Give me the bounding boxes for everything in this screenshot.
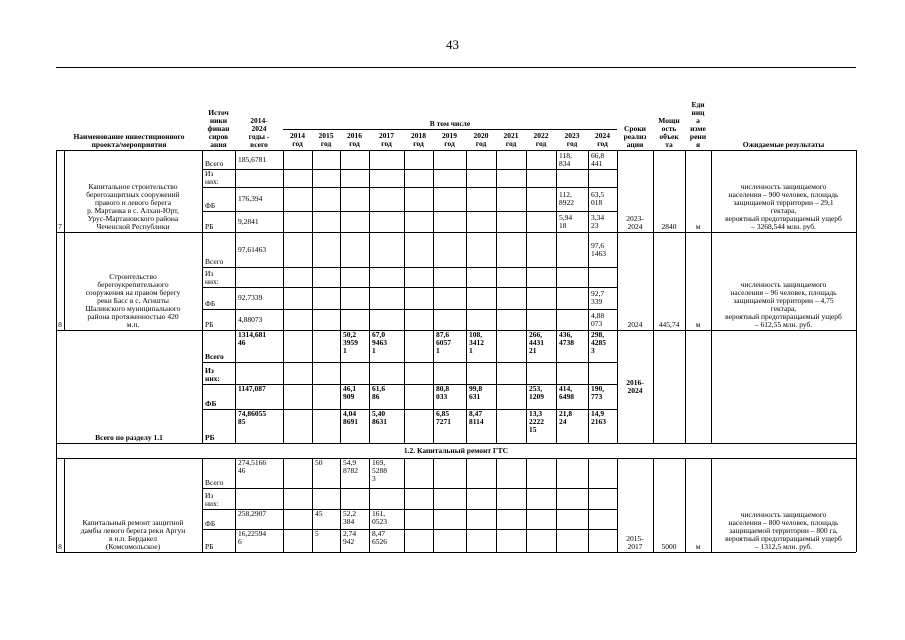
column-rule <box>526 458 527 552</box>
column-rule <box>433 458 434 552</box>
row-number: 8 <box>58 542 62 551</box>
year-cell-2024: 97,6 1463 <box>591 240 606 258</box>
source-cell: РБ <box>205 320 214 329</box>
column-rule <box>856 443 857 458</box>
page-number: 43 <box>446 37 459 52</box>
total-cell: 1147,087 <box>238 385 266 393</box>
year-cell-2024: 63,5 018 <box>591 190 605 207</box>
source-cell: РБ <box>205 542 214 551</box>
source-cell: ФБ <box>205 299 216 308</box>
column-rule <box>466 458 467 552</box>
column-rule <box>526 150 527 232</box>
year-cell-2020: 99,8 631 <box>469 385 483 401</box>
year-cell-2017: 8,47 6526 <box>372 530 387 546</box>
header-year-2017: 2017 год <box>379 130 394 148</box>
source-cell: Из них: <box>205 366 220 383</box>
year-cell-2024: 4,88 073 <box>591 310 605 328</box>
year-cell-2015: 5 <box>315 530 319 538</box>
total-cell: 97,61463 <box>238 244 267 254</box>
column-rule <box>340 150 341 232</box>
project-name: Капитальный ремонт защитной дамбы левого берега реки Аргун в н.п. Бердакел (Комсомольское) <box>80 518 186 551</box>
year-cell-2015: 50 <box>315 459 323 467</box>
header-year-2020: 2020 год <box>473 130 489 148</box>
column-rule <box>369 150 370 232</box>
year-cell-2016: 46,1 909 <box>343 385 357 401</box>
year-cell-2023: 118, 834 <box>559 151 572 168</box>
year-cell-2017: 67,0 9463 1 <box>372 331 387 355</box>
year-cell-2024: 3,34 23 <box>591 212 605 230</box>
column-rule <box>856 330 857 443</box>
column-rule <box>340 232 341 330</box>
sub-row-rule <box>202 488 617 489</box>
column-rule <box>312 150 313 232</box>
column-rule <box>526 232 527 330</box>
year-cell-2016: 52,2 384 <box>343 510 357 526</box>
total-cell: 274,5166 46 <box>238 459 267 475</box>
block-bottom-rule <box>56 552 856 553</box>
year-cell-2019: 80,8 033 <box>436 385 450 401</box>
capacity-cell: 2840 <box>661 222 677 231</box>
source-cell: Из них: <box>205 269 219 286</box>
source-cell: ФБ <box>205 519 216 528</box>
year-cell-2016: 54,9 8782 <box>343 459 358 475</box>
source-cell: Всего <box>205 159 224 168</box>
capacity-cell: 5000 <box>661 542 677 551</box>
year-cell-2017: 169, 5288 3 <box>372 459 387 483</box>
source-cell: Всего <box>205 257 224 266</box>
year-cell-2022: 266, 4431 21 <box>529 331 544 355</box>
sub-row-rule <box>202 169 617 170</box>
source-cell: ФБ <box>205 201 216 210</box>
source-cell: Из них: <box>205 491 219 508</box>
column-rule <box>496 150 497 232</box>
year-cell-2023: 436, 4738 <box>559 331 574 347</box>
header-year-2014: 2014 год <box>290 130 305 148</box>
year-cell-2023: 112, 8922 <box>559 190 574 207</box>
source-cell: Из них: <box>205 170 219 186</box>
total-cell: 16,22594 6 <box>238 530 267 546</box>
header-year-2018: 2018 год <box>411 130 426 148</box>
header-including: В том числе <box>429 119 471 128</box>
header-unit: Еди ниц а изме рени я <box>689 100 707 149</box>
year-cell-2024: 14,9 2163 <box>591 410 606 426</box>
column-rule <box>685 330 686 443</box>
total-cell: 1314,681 46 <box>238 331 267 347</box>
row-number: 8 <box>58 320 62 329</box>
header-source: Источ ники финан сиров ания <box>207 108 230 149</box>
header-year-2024: 2024 год <box>595 130 610 148</box>
column-rule <box>496 458 497 552</box>
total-cell: 176,394 <box>238 194 263 203</box>
results-cell: численность защищаемого населения – 800 человек, площадь защищаемой территории – 800 га, вероятный предотвращаемый ущерб – 1312,5 млн. руб. <box>725 510 842 551</box>
row-number: 7 <box>58 222 62 231</box>
source-cell: РБ <box>205 222 214 231</box>
column-rule <box>466 232 467 330</box>
column-rule <box>369 232 370 330</box>
source-cell: ФБ <box>205 399 217 408</box>
year-cell-2024: 92,7 339 <box>591 289 605 306</box>
header-name: Наименование инвестиционного проекта/мероприятия <box>73 132 185 149</box>
header-year-2023: 2023 год <box>564 130 580 148</box>
column-rule <box>312 330 313 443</box>
year-cell-2016: 50,2 3959 1 <box>343 331 358 355</box>
year-cell-2019: 87,6 6057 1 <box>436 331 451 355</box>
sub-row-rule <box>202 267 617 268</box>
header-capacity: Мощн ость объек та <box>658 116 680 149</box>
unit-cell: м <box>695 320 701 329</box>
results-cell: численность защищаемого населения – 96 человек, площадь защищаемой территории – 4,75 гектара, вероятный предотвращаемый ущерб – 612,55 млн. руб. <box>725 280 842 329</box>
total-cell: 92,7339 <box>238 293 263 302</box>
project-name: Всего по разделу 1.1 <box>95 433 163 442</box>
year-cell-2023: 5,94 18 <box>559 212 573 230</box>
project-name: Капитальное строительство берегозащитных сооружений правого и левого берега р. Мартанка в с. Алхан-Юрт, Урус-Мартановского района Чеченской Республики <box>86 182 180 231</box>
unit-cell: м <box>695 222 701 231</box>
year-cell-2024: 66,8 441 <box>591 151 605 168</box>
year-cell-2020: 108, 3412 1 <box>469 331 484 355</box>
unit-cell: м <box>695 542 701 551</box>
header-year-2021: 2021 год <box>503 130 519 148</box>
results-cell: численность защищаемого населения – 900 человек, площадь защищаемой территории – 29,1 гектара, вероятный предотвращаемый ущерб – 3268,544 млн. руб. <box>725 182 842 231</box>
column-rule <box>404 232 405 330</box>
column-rule <box>466 150 467 232</box>
header-results: Ожидаемые результаты <box>742 140 825 149</box>
year-cell-2022: 253, 1209 <box>529 385 544 401</box>
column-rule <box>856 458 857 552</box>
year-cell-2016: 2,74 942 <box>343 530 357 546</box>
year-cell-2023: 21,8 24 <box>559 410 573 426</box>
sub-row-rule <box>202 362 617 363</box>
column-rule <box>496 232 497 330</box>
period-cell: 2024 <box>627 320 643 329</box>
year-cell-2015: 45 <box>315 510 323 518</box>
header-year-2015: 2015 год <box>318 130 334 148</box>
column-rule <box>653 330 654 443</box>
header-year-2022: 2022 год <box>533 130 549 148</box>
total-cell: 9,2841 <box>238 216 259 226</box>
header-total: 2014- 2024 годы - всего <box>248 116 270 149</box>
project-name: Строительство берегоукрепительного сооружения на правом берегу реки Басс в с. Агишты Шалинского муниципального района протяженностью 420 м.п. <box>85 272 181 329</box>
year-cell-2016: 4,04 8691 <box>343 410 358 426</box>
year-cell-2020: 8,47 8114 <box>469 410 484 426</box>
period-cell: 2023- 2024 <box>626 214 644 231</box>
column-rule <box>433 232 434 330</box>
source-cell: Всего <box>205 352 224 361</box>
total-cell: 4,88073 <box>238 314 263 324</box>
period-cell: 2015- 2017 <box>626 534 644 551</box>
year-cell-2024: 190, 773 <box>591 385 605 401</box>
period-cell: 2016- 2024 <box>626 377 644 395</box>
column-rule <box>404 150 405 232</box>
source-cell: Всего <box>205 478 224 487</box>
year-cell-2024: 298, 4285 3 <box>591 331 606 355</box>
column-rule <box>588 458 589 552</box>
capacity-cell: 445,74 <box>658 320 680 329</box>
year-cell-2023: 414, 6498 <box>559 385 574 401</box>
column-rule <box>856 150 857 232</box>
year-cell-2019: 6,85 7271 <box>436 410 451 426</box>
total-cell: 74,86055 85 <box>238 410 267 426</box>
header-year-2016: 2016 год <box>347 130 362 148</box>
column-rule <box>856 232 857 330</box>
section-title: 1.2. Капитальный ремонт ГТС <box>403 445 509 455</box>
year-cell-2022: 13,3 2222 15 <box>529 410 544 434</box>
year-cell-2017: 161, 0523 <box>372 510 387 526</box>
column-rule <box>556 232 557 330</box>
source-cell: РБ <box>205 433 215 442</box>
header-year-2019: 2019 год <box>442 130 457 148</box>
column-rule <box>433 150 434 232</box>
year-cell-2017: 5,40 8631 <box>372 410 387 426</box>
column-rule <box>312 232 313 330</box>
year-cell-2017: 61,6 86 <box>372 385 386 401</box>
total-cell: 185,6781 <box>238 154 267 164</box>
total-cell: 258,2907 <box>238 510 267 518</box>
column-rule <box>556 458 557 552</box>
column-rule <box>711 330 712 443</box>
header-period: Сроки реализ ации <box>623 124 647 149</box>
